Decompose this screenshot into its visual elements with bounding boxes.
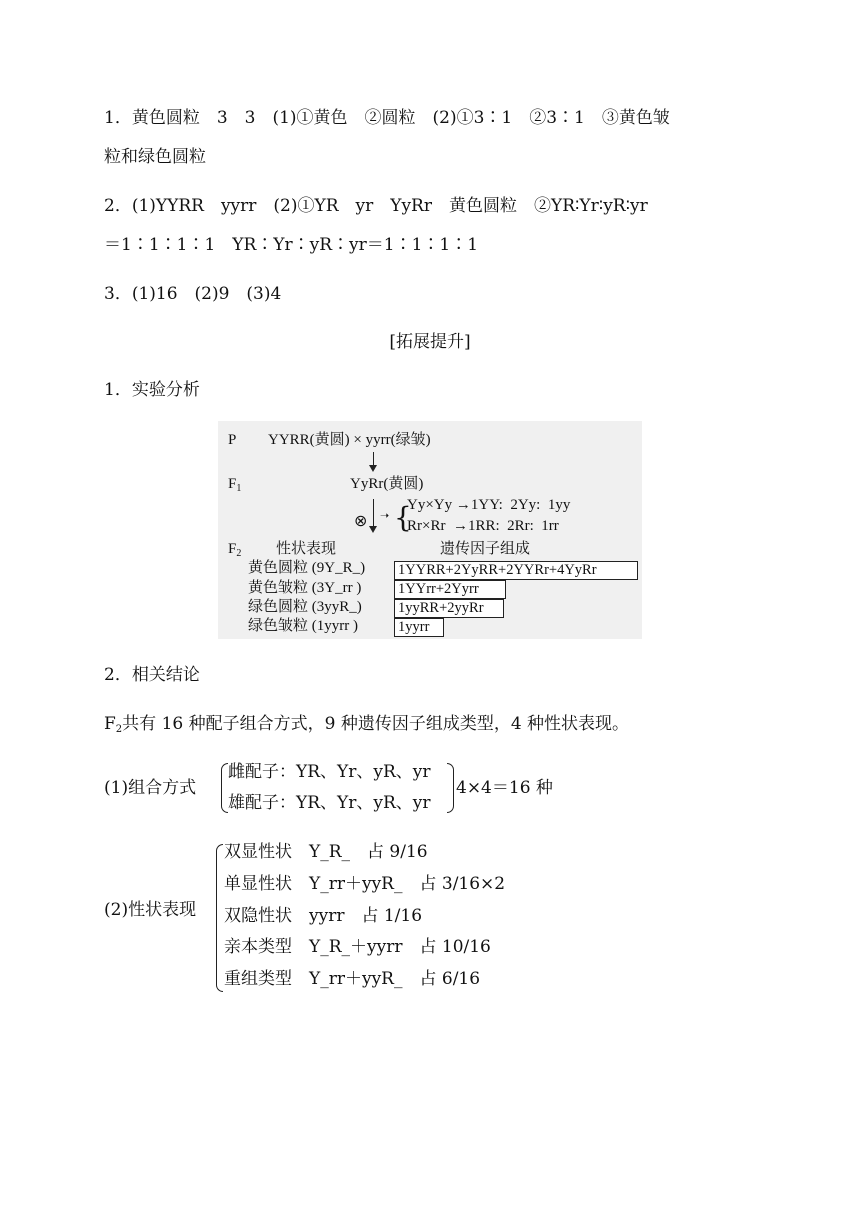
f2-row-phenotype: 黄色皱粒 (3Y_rr ) (248, 580, 362, 596)
genotype-box: 1yyRR+2yyRr (394, 599, 504, 618)
phenotype-item: 单显性状 Y_rr＋yyR_ 占 3/16×2 (224, 874, 506, 894)
f1-genotype: YyRr(黄圆) (350, 476, 424, 492)
female-gametes: 雌配子：YR、Yr、yR、yr (228, 762, 431, 782)
arrow-p-f1 (373, 452, 374, 466)
col-genotype: 遗传因子组成 (440, 541, 531, 557)
phenotype-label: (2)性状表现 (104, 900, 197, 920)
genotype-box: 1YYRR+2YyRR+2YYRr+4YyRr (394, 561, 638, 580)
answer-line-2: 2．(1)YYRR yyrr (2)①YR yr YyRr 黄色圆粒 ②YR∶Yr∶yR∶yr (104, 196, 648, 216)
genotype-box: 1YYrr+2Yyrr (394, 580, 506, 599)
combination-left-brace (221, 763, 228, 813)
p-cross: YYRR(黄圆) × yyrr(绿皱) (268, 432, 431, 448)
right-arrow-icon: ➝ (380, 510, 390, 522)
item2-title: 2．相关结论 (104, 665, 200, 685)
f1-label: $F_1$ (228, 476, 242, 494)
combination-label: (1)组合方式 (104, 778, 197, 798)
male-gametes: 雄配子：YR、Yr、yR、yr (228, 793, 431, 813)
arrow-f1-f2 (373, 499, 374, 527)
combination-right-brace (447, 763, 454, 813)
phenotype-item: 双显性状 Y_R_ 占 9/16 (224, 842, 428, 862)
answer-line-2-cont: ＝1∶1∶1∶1 YR∶Yr∶yR∶yr＝1∶1∶1∶1 (104, 235, 479, 255)
section-title: [拓展提升] (389, 332, 471, 352)
combination-result: 4×4＝16 种 (456, 778, 553, 798)
f2-row-phenotype: 绿色圆粒 (3yyR_) (248, 599, 362, 615)
answer-line-3: 3．(1)16 (2)9 (3)4 (104, 284, 282, 304)
brace-icon: { (394, 501, 412, 534)
col-phenotype: 性状表现 (276, 541, 337, 557)
f2-label: $F_2$ (228, 541, 242, 559)
phenotype-brace (216, 844, 223, 992)
p-label: P (228, 432, 237, 448)
yy-cross: Yy×Yy →1YY: 2Yy: 1yy (407, 497, 571, 513)
phenotype-item: 亲本类型 Y_R_＋yyrr 占 10/16 (224, 937, 491, 957)
answer-line-1: 1．黄色圆粒 3 3 (1)①黄色 ②圆粒 (2)①3∶1 ②3∶1 ③黄色皱 (104, 108, 670, 128)
answer-line-1-cont: 粒和绿色圆粒 (104, 147, 206, 167)
conclusion-line: $F_2$共有 16 种配子组合方式，9 种遗传因子组成类型，4 种性状表现。 (104, 714, 630, 735)
self-cross-icon: ⊗ (354, 513, 368, 530)
item1-title: 1．实验分析 (104, 380, 200, 400)
rr-cross: Rr×Rr →1RR: 2Rr: 1rr (407, 518, 559, 534)
f2-row-phenotype: 绿色皱粒 (1yyrr ) (248, 618, 358, 634)
genetics-figure (218, 421, 642, 639)
phenotype-item: 重组类型 Y_rr＋yyR_ 占 6/16 (224, 969, 481, 989)
phenotype-item: 双隐性状 yyrr 占 1/16 (224, 906, 423, 926)
f2-row-phenotype: 黄色圆粒 (9Y_R_) (248, 560, 366, 576)
genotype-box: 1yyrr (394, 618, 444, 637)
